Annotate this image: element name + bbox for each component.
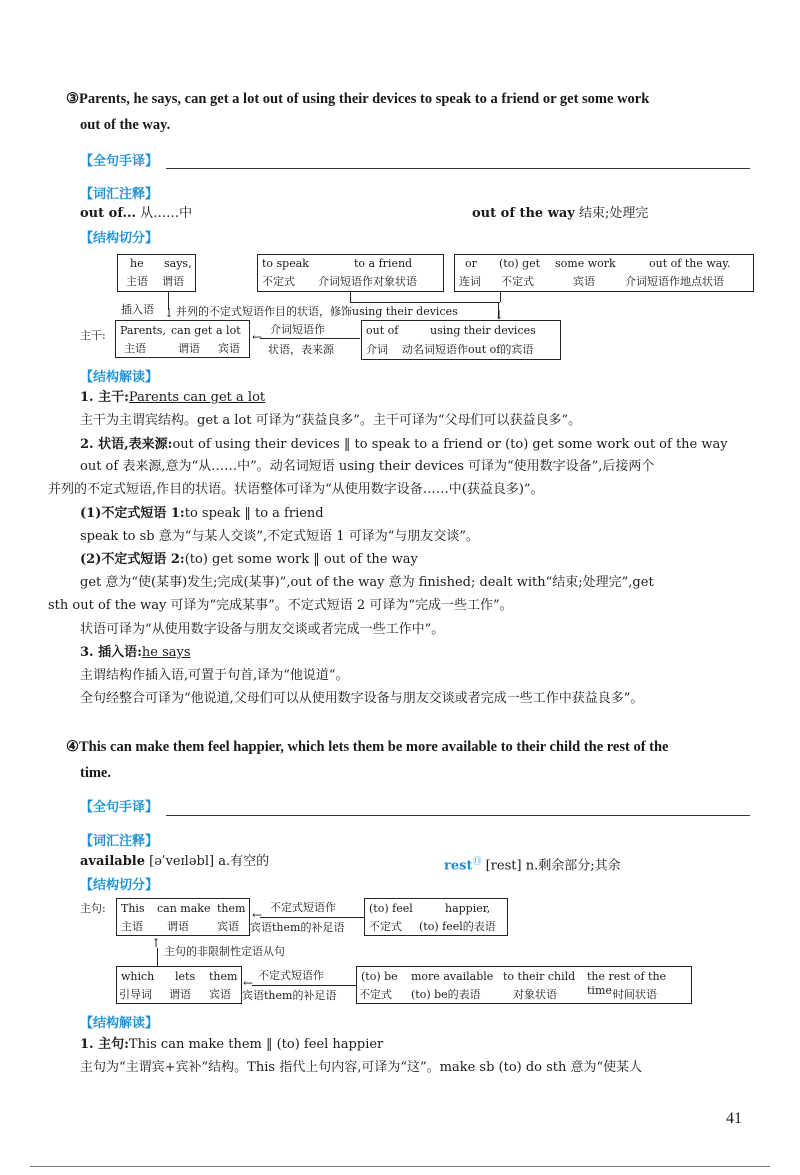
vocab-word: out of the way (472, 206, 575, 221)
word: which (121, 970, 155, 983)
role: (to) be的表语 (411, 988, 481, 1001)
word: a lot (216, 324, 241, 337)
analysis2-p1 (80, 1034, 770, 1056)
point-example: (to) get some work ‖ out of the way (184, 552, 418, 567)
vocab-phonetic: [əˈveɪləbl] (149, 854, 215, 869)
role: 宾语 (218, 342, 240, 355)
role: 主语 (121, 920, 143, 933)
vocab-tag: 【词汇注释】 (80, 187, 159, 202)
role: 连词 (459, 275, 481, 288)
sentence-number: ③ (66, 91, 79, 107)
point-head: (2)不定式短语 2: (80, 552, 185, 567)
role: 介词 (366, 343, 388, 356)
point-example: This can make them ‖ (to) feel happier (128, 1037, 384, 1052)
rel-clause-box (116, 966, 242, 1004)
comp-label-line1: 不定式短语作 (258, 969, 324, 982)
footer-rule (30, 1166, 770, 1167)
point-head: 2. 状语,表来源: (80, 437, 173, 452)
sentence-text-line2: out of the way. (80, 117, 171, 133)
be-box (356, 966, 692, 1004)
role: 宾语 (217, 920, 239, 933)
word: says, (164, 257, 192, 270)
point-example: he says (141, 645, 191, 660)
analysis-p2 (80, 434, 770, 456)
word: out of the way. (649, 257, 731, 270)
role: 引导词 (119, 988, 152, 1001)
he-says-box (117, 254, 196, 292)
parallel-label: 并列的不定式短语作目的状语，修饰using their devices (176, 305, 458, 318)
connector-line (500, 292, 501, 302)
analysis2-p1-text: 主句为“主谓宾+宾补”结构。This 指代上句内容,可译为“这”。make sb (to) do sth 意为“使某人 (80, 1060, 643, 1075)
role: (to) feel的表语 (419, 920, 496, 933)
insert-label: 插入语 (121, 303, 154, 316)
source-box (361, 320, 561, 360)
role: 不定式 (262, 275, 295, 288)
arrow-down-icon: ↓ (164, 306, 175, 320)
comp-label-line2: 宾语them的补足语 (250, 921, 345, 934)
word: Parents, (120, 324, 166, 337)
role: 谓语 (162, 275, 184, 288)
frequency-badge: ⑬ (472, 857, 482, 867)
sentence-3 (66, 86, 766, 138)
analysis-p4-text: sth out of the way 可译为“完成某事”。不定式短语 2 可译为“完成一些工作”。 (48, 598, 513, 613)
vocab-word: out of... (80, 206, 137, 221)
point-example: Parents can get a lot (128, 390, 266, 405)
analysis-p1-text: 主干为主谓宾结构。get a lot 可译为“获益良多”。主干可译为“父母们可以获益良多”。 (80, 413, 582, 428)
infinitive-2-box (454, 254, 754, 292)
point-head: 1. 主干: (80, 390, 129, 405)
vocab-entry-left (80, 851, 269, 873)
role: 不定式 (369, 920, 402, 933)
point-head: (1)不定式短语 1: (80, 506, 185, 521)
word: (to) be (361, 970, 398, 983)
vocab-tag: 【词汇注释】 (80, 834, 159, 849)
point-example: out of using their devices ‖ to speak to a friend or (to) get some work out of the way (172, 437, 728, 452)
role: 时间状语 (613, 988, 657, 1001)
role: 主语 (124, 342, 146, 355)
analysis-p3-text: speak to sb 意为“与某人交谈”,不定式短语 1 可译为“与朋友交谈”。 (80, 529, 480, 544)
analysis-p2-text: out of 表来源,意为“从……中”。动名词短语 using their devices 可译为“使用数字设备”,后接两个 (80, 459, 655, 474)
word: (to) get (499, 257, 541, 270)
vocab-entry-right (444, 851, 621, 877)
connector-line (350, 302, 500, 303)
structure-tag: 【结构切分】 (80, 878, 159, 893)
connector-line (157, 948, 158, 966)
role: 介词短语作地点状语 (625, 275, 724, 288)
role: 谓语 (178, 342, 200, 355)
rel-clause-label: 主句的非限制性定语从句 (164, 945, 285, 958)
main-clause-box (116, 898, 250, 936)
analysis-p4-text: 状语可译为“从使用数字设备与朋友交谈或者完成一些工作中”。 (80, 622, 445, 637)
translate-answer-line (166, 815, 750, 816)
role: 动名词短语作out of的宾语 (402, 343, 534, 356)
analysis-p2-text: 并列的不定式短语,作目的状语。状语整体可译为“从使用数字设备……中(获益良多)”。 (48, 482, 544, 497)
translate-tag: 【全句手译】 (80, 154, 159, 169)
role: 介词短语作对象状语 (318, 275, 417, 288)
analysis-p1 (80, 387, 760, 409)
analysis-p3 (80, 503, 770, 525)
analysis-tag: 【结构解读】 (80, 1016, 159, 1031)
role: 宾语 (573, 275, 595, 288)
translate-answer-line (166, 168, 750, 169)
point-head: 1. 主句: (80, 1037, 129, 1052)
word: (to) feel (369, 902, 413, 915)
sentence-number: ④ (66, 739, 79, 755)
role: 谓语 (167, 920, 189, 933)
word: he (130, 257, 144, 270)
connector-line (252, 985, 356, 986)
word: can get (171, 324, 213, 337)
connector-line (350, 292, 351, 302)
analysis-p4-text: get 意为“使(某事)发生;完成(某事)”,out of the way 意为 finished; dealt with“结束;处理完”,get (80, 575, 654, 590)
word: more available (411, 970, 494, 983)
arrow-left-icon: ← (252, 330, 263, 344)
word: some work (555, 257, 616, 270)
word: to their child (503, 970, 576, 983)
role: 对象状语 (513, 988, 557, 1001)
word: the rest of the time. (587, 970, 667, 997)
analysis-p5-text: 主谓结构作插入语,可置于句首,译为“他说道”。 (80, 668, 349, 683)
main-label: 主干: (80, 329, 106, 342)
role: 主语 (126, 275, 148, 288)
word: them (217, 902, 246, 915)
role: 谓语 (169, 988, 191, 1001)
comp-label-line2: 宾语them的补足语 (242, 989, 337, 1002)
sentence-text-line2: time. (80, 765, 111, 781)
word: to a friend (354, 257, 413, 270)
vocab-phonetic: [rest] (485, 858, 522, 874)
arrow-left-icon: ← (252, 908, 263, 922)
vocab-entry-left (80, 203, 192, 225)
analysis-p5 (80, 642, 770, 664)
word: or (465, 257, 477, 270)
analysis-summary: 全句经整合可译为“他说道,父母们可以从使用数字设备与朋友交谈或者完成一些工作中获益良多”。 (80, 691, 644, 706)
main-clause-box (115, 320, 250, 358)
structure-tag: 【结构切分】 (80, 231, 159, 246)
arrow-down-icon: ↓ (494, 308, 505, 322)
point-example: to speak ‖ to a friend (184, 506, 324, 521)
infinitive-1-box (257, 254, 444, 292)
vocab-word: rest (444, 858, 473, 874)
main-label: 主句: (80, 902, 106, 915)
word: out of (366, 324, 399, 337)
word: can make (157, 902, 211, 915)
arrow-left-icon: ← (243, 976, 254, 990)
vocab-word: available (80, 854, 145, 869)
page-number: 41 (726, 1110, 742, 1127)
sentence-4 (66, 734, 766, 786)
analysis-p4 (80, 549, 770, 571)
sentence-text-line1: This can make them feel happier, which lets them be more available to their child the rest of the (79, 739, 669, 755)
arrow-up-icon: ↑ (151, 936, 162, 950)
vocab-def: a.有空的 (218, 854, 270, 869)
role: 不定式 (501, 275, 534, 288)
connector-line (260, 338, 360, 339)
word: to speak (262, 257, 309, 270)
vocab-def: 结束;处理完 (579, 206, 649, 221)
point-head: 3. 插入语: (80, 645, 142, 660)
analysis-tag: 【结构解读】 (80, 370, 159, 385)
prep-label-line1: 介词短语作 (270, 323, 325, 336)
translate-tag: 【全句手译】 (80, 800, 159, 815)
vocab-entry-right (472, 203, 648, 225)
role: 宾语 (209, 988, 231, 1001)
vocab-def: 从……中 (140, 206, 193, 221)
prep-label-line2: 状语，表来源 (268, 343, 334, 356)
word: using their devices (430, 324, 536, 337)
feel-box (364, 898, 508, 936)
connector-line (260, 917, 364, 918)
vocab-def: n.剩余部分;其余 (525, 858, 621, 874)
word: lets (175, 970, 196, 983)
word: happier, (445, 902, 491, 915)
role: 不定式 (359, 988, 392, 1001)
sentence-text-line1: Parents, he says, can get a lot out of using their devices to speak to a friend or get some work (79, 91, 650, 107)
word: them (209, 970, 238, 983)
word: This (121, 902, 145, 915)
comp-label-line1: 不定式短语作 (270, 901, 336, 914)
